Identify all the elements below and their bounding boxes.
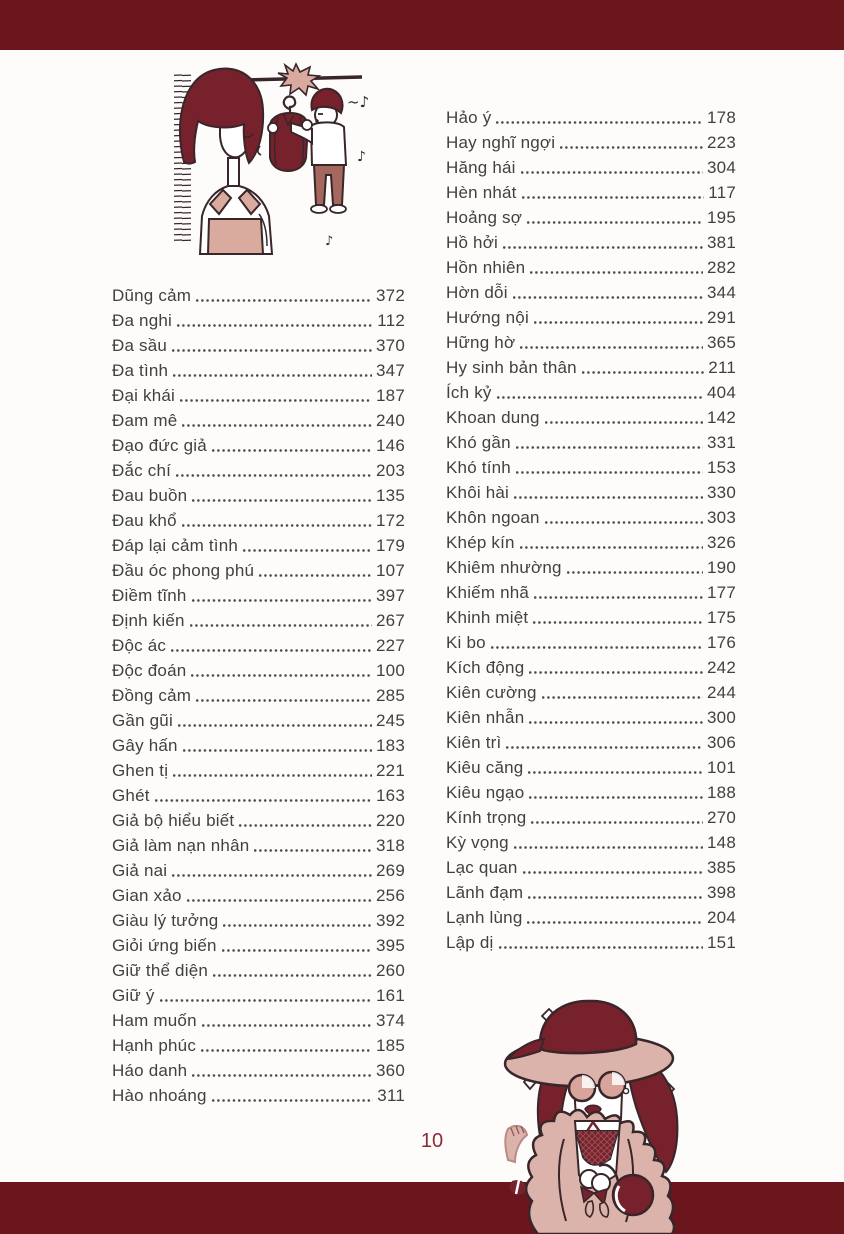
toc-entry-label: Độc ác [112,635,167,655]
toc-entry-page: 117 [708,182,736,202]
toc-entry-label: Khinh miệt [446,607,529,627]
toc-entry-page: 330 [707,482,736,502]
toc-entry [112,833,405,858]
toc-entry-page: 256 [376,885,405,905]
toc-leader-dots [516,471,703,474]
toc-entry-label: Khép kín [446,532,515,552]
toc-entry [446,130,736,155]
toc-leader-dots [192,1074,372,1077]
toc-entry-label: Kiêu căng [446,757,524,777]
toc-entry-page: 381 [707,232,736,252]
toc-entry [112,958,405,983]
toc-entry-page: 227 [376,635,405,655]
toc-entry [112,883,405,908]
bottom-border-bar [0,1182,844,1234]
toc-leader-dots [223,924,372,927]
toc-leader-dots [491,646,703,649]
toc-entry-label: Hay nghĩ ngợi [446,132,556,152]
toc-entry [446,755,736,780]
toc-entry-page: 151 [707,932,736,952]
toc-entry-label: Đau khổ [112,510,177,530]
toc-entry [112,408,405,433]
svg-text:~♪: ~♪ [347,93,370,111]
toc-entry [446,355,736,380]
toc-entry [446,630,736,655]
toc-leader-dots [528,896,703,899]
toc-entry-label: Hạnh phúc [112,1035,197,1055]
toc-entry-label: Giàu lý tưởng [112,910,219,930]
toc-entry-label: Giữ thể diện [112,960,208,980]
toc-entry-page: 101 [707,757,736,777]
toc-leader-dots [171,649,372,652]
toc-entry-page: 291 [707,307,736,327]
toc-entry-label: Định kiến [112,610,185,630]
toc-entry-label: Lạnh lùng [446,907,523,927]
toc-entry-label: Đa sầu [112,335,168,355]
toc-leader-dots [196,299,372,302]
toc-entry-label: Giỏi ứng biến [112,935,217,955]
toc-leader-dots [187,899,372,902]
toc-entry-page: 270 [707,807,736,827]
toc-leader-dots [212,449,372,452]
toc-entry-page: 177 [707,582,736,602]
toc-entry [112,658,405,683]
illustration-fashion-woman-icon [478,989,693,1234]
toc-entry-page: 223 [707,132,736,152]
toc-leader-dots [180,399,372,402]
toc-entry [446,830,736,855]
toc-entry [446,205,736,230]
illustration-girl-boy-hanging-jacket-icon [166,62,436,282]
toc-entry [446,230,736,255]
toc-entry [112,758,405,783]
toc-entry [446,480,736,505]
toc-leader-dots [178,724,372,727]
svg-text:♪: ♪ [325,234,334,249]
toc-leader-dots [172,874,372,877]
toc-entry-page: 347 [376,360,405,380]
toc-entry-label: Giả bộ hiểu biết [112,810,235,830]
toc-entry [112,1033,405,1058]
toc-leader-dots [531,821,703,824]
toc-leader-dots [182,524,372,527]
toc-entry-page: 397 [376,585,405,605]
toc-entry-label: Hảo ý [446,107,492,127]
toc-entry-page: 195 [707,207,736,227]
toc-entry [446,680,736,705]
toc-entry-page: 179 [376,535,405,555]
top-border-bar [0,0,844,50]
toc-entry-page: 300 [707,707,736,727]
toc-leader-dots [499,946,704,949]
toc-leader-dots [202,1024,372,1027]
toc-entry [446,655,736,680]
toc-entry-page: 344 [707,282,736,302]
toc-entry-label: Kiên trì [446,732,502,752]
toc-entry [112,383,405,408]
toc-leader-dots [527,221,703,224]
toc-entry-page: 203 [376,460,405,480]
toc-entry-label: Ham muốn [112,1010,197,1030]
toc-entry [112,608,405,633]
toc-entry-label: Kích động [446,657,525,677]
toc-entry-page: 326 [707,532,736,552]
toc-entry [446,505,736,530]
toc-leader-dots [173,774,372,777]
toc-leader-dots [582,371,705,374]
toc-leader-dots [192,499,372,502]
toc-entry [112,583,405,608]
toc-entry [446,705,736,730]
toc-entry-page: 100 [376,660,405,680]
toc-entry-label: Đồng cảm [112,685,192,705]
toc-leader-dots [567,571,703,574]
toc-entry [112,708,405,733]
toc-leader-dots [520,346,703,349]
toc-leader-dots [160,999,372,1002]
toc-entry-page: 204 [707,907,736,927]
toc-entry-page: 360 [376,1060,405,1080]
toc-entry-page: 267 [376,610,405,630]
toc-entry-page: 392 [376,910,405,930]
toc-entry-page: 172 [376,510,405,530]
toc-entry [112,1058,405,1083]
toc-leader-dots [196,699,372,702]
toc-entry-label: Kỳ vọng [446,832,509,852]
toc-leader-dots [528,771,703,774]
toc-leader-dots [192,599,372,602]
toc-leader-dots [534,321,703,324]
toc-leader-dots [191,674,372,677]
toc-entry-page: 220 [376,810,405,830]
toc-entry [112,433,405,458]
toc-entry-page: 161 [376,985,405,1005]
toc-entry-label: Khiêm nhường [446,557,562,577]
toc-entry-page: 211 [708,357,736,377]
toc-leader-dots [243,549,372,552]
toc-leader-dots [222,949,372,952]
toc-entry [446,405,736,430]
toc-entry [446,905,736,930]
toc-entry [112,933,405,958]
toc-entry-label: Kiêu ngạo [446,782,525,802]
toc-entry-label: Giữ ý [112,985,155,1005]
toc-entry [446,530,736,555]
toc-entry-page: 146 [376,435,405,455]
toc-entry-page: 176 [707,632,736,652]
toc-leader-dots [239,824,372,827]
toc-entry-label: Khoan dung [446,407,540,427]
toc-leader-dots [545,421,703,424]
toc-entry-label: Khó gần [446,432,511,452]
toc-entry-page: 221 [376,760,405,780]
toc-entry [112,283,405,308]
toc-entry-label: Khiếm nhã [446,582,530,602]
toc-entry [446,930,736,955]
toc-entry-page: 269 [376,860,405,880]
toc-entry [446,455,736,480]
toc-leader-dots [520,546,703,549]
toc-entry-label: Đại khái [112,385,176,405]
toc-leader-dots [533,621,703,624]
toc-entry [446,730,736,755]
toc-entry-page: 304 [707,157,736,177]
toc-entry-label: Kính trọng [446,807,527,827]
toc-entry-label: Háo danh [112,1060,188,1080]
toc-entry [446,280,736,305]
toc-entry-page: 107 [376,560,405,580]
toc-entry [112,858,405,883]
toc-entry-label: Gây hấn [112,735,178,755]
toc-leader-dots [514,846,703,849]
toc-entry-page: 112 [377,310,405,330]
toc-entry [446,880,736,905]
toc-entry [446,155,736,180]
toc-entry-label: Ghen tị [112,760,169,780]
toc-entry [112,908,405,933]
toc-entry-page: 370 [376,335,405,355]
toc-entry-page: 365 [707,332,736,352]
toc-entry [112,733,405,758]
toc-leader-dots [529,796,703,799]
toc-entry-label: Khôi hài [446,482,510,502]
toc-entry-label: Hờn dỗi [446,282,508,302]
toc-entry [446,580,736,605]
toc-entry-label: Ích kỷ [446,382,492,402]
toc-leader-dots [506,746,703,749]
toc-entry-label: Hèn nhát [446,182,517,202]
toc-entry-page: 395 [376,935,405,955]
toc-leader-dots [496,121,703,124]
toc-entry-page: 372 [376,285,405,305]
toc-leader-dots [503,246,703,249]
toc-entry-label: Khó tính [446,457,511,477]
toc-leader-dots [190,624,372,627]
toc-entry [112,558,405,583]
toc-column-right [446,105,736,955]
toc-leader-dots [177,324,373,327]
toc-entry-label: Lập dị [446,932,494,952]
toc-entry-page: 404 [707,382,736,402]
toc-entry-label: Hoảng sợ [446,207,523,227]
toc-entry [446,105,736,130]
toc-entry [112,358,405,383]
toc-entry-label: Độc đoán [112,660,187,680]
toc-entry-page: 260 [376,960,405,980]
toc-entry-label: Hy sinh bản thân [446,357,577,377]
toc-leader-dots [213,974,372,977]
toc-entry [446,180,736,205]
toc-entry-label: Đáp lại cảm tình [112,535,239,555]
toc-leader-dots [530,271,703,274]
toc-entry-page: 183 [376,735,405,755]
toc-leader-dots [497,396,703,399]
toc-column-left [112,283,405,1108]
toc-entry-page: 240 [376,410,405,430]
toc-leader-dots [176,474,372,477]
toc-entry-label: Hăng hái [446,157,516,177]
toc-entry-label: Lãnh đạm [446,882,524,902]
toc-leader-dots [523,871,703,874]
toc-entry-page: 135 [376,485,405,505]
toc-leader-dots [201,1049,372,1052]
toc-leader-dots [172,349,372,352]
toc-entry-label: Lạc quan [446,857,518,877]
toc-entry [446,605,736,630]
toc-entry-page: 282 [707,257,736,277]
toc-entry-page: 185 [376,1035,405,1055]
toc-entry [446,430,736,455]
toc-entry-label: Điềm tĩnh [112,585,187,605]
toc-entry-page: 188 [707,782,736,802]
toc-entry-label: Đa tình [112,360,169,380]
toc-leader-dots [534,596,703,599]
toc-entry-page: 285 [376,685,405,705]
toc-leader-dots [212,1099,374,1102]
toc-entry [112,308,405,333]
toc-entry-page: 178 [707,107,736,127]
toc-leader-dots [259,574,372,577]
toc-entry-page: 398 [707,882,736,902]
toc-leader-dots [513,296,703,299]
toc-entry-label: Đa nghi [112,310,172,330]
toc-leader-dots [522,196,705,199]
toc-leader-dots [173,374,372,377]
toc-entry-label: Giả nai [112,860,168,880]
toc-entry-page: 318 [376,835,405,855]
toc-entry [112,483,405,508]
toc-entry-page: 148 [707,832,736,852]
toc-entry-label: Hồn nhiên [446,257,526,277]
toc-entry-label: Khôn ngoan [446,507,540,527]
toc-entry-label: Đắc chí [112,460,172,480]
toc-leader-dots [254,849,372,852]
page-number: 10 [420,1130,444,1152]
toc-leader-dots [516,446,703,449]
toc-leader-dots [527,921,703,924]
toc-leader-dots [529,671,703,674]
toc-entry-page: 331 [707,432,736,452]
toc-entry [446,780,736,805]
toc-entry-label: Hồ hởi [446,232,499,252]
toc-entry [112,458,405,483]
toc-entry [112,1008,405,1033]
toc-entry [112,808,405,833]
toc-entry-page: 153 [707,457,736,477]
toc-entry [112,508,405,533]
toc-entry-label: Ghét [112,785,150,805]
svg-text:♪: ♪ [357,149,366,165]
toc-entry [112,1083,405,1108]
toc-entry-page: 163 [376,785,405,805]
toc-entry [446,330,736,355]
toc-entry-page: 244 [707,682,736,702]
toc-entry-label: Gian xảo [112,885,182,905]
toc-entry-page: 187 [376,385,405,405]
toc-entry [112,983,405,1008]
toc-entry-label: Dũng cảm [112,285,192,305]
toc-entry [112,333,405,358]
toc-leader-dots [529,721,703,724]
toc-entry-page: 142 [707,407,736,427]
toc-entry-page: 303 [707,507,736,527]
toc-entry-label: Đầu óc phong phú [112,560,255,580]
toc-leader-dots [545,521,703,524]
toc-leader-dots [183,749,372,752]
toc-entry [112,533,405,558]
toc-entry [446,855,736,880]
toc-entry-label: Kiên nhẫn [446,707,525,727]
toc-entry-label: Kiên cường [446,682,537,702]
toc-entry [112,633,405,658]
toc-entry-label: Gần gũi [112,710,173,730]
toc-entry-page: 385 [707,857,736,877]
toc-entry [446,805,736,830]
toc-entry-label: Đam mê [112,410,178,430]
toc-leader-dots [155,799,372,802]
toc-leader-dots [182,424,372,427]
toc-entry-label: Ki bo [446,632,486,652]
toc-leader-dots [542,696,703,699]
toc-entry [112,683,405,708]
toc-entry-page: 242 [707,657,736,677]
toc-entry-page: 311 [377,1085,405,1105]
toc-entry-page: 374 [376,1010,405,1030]
toc-entry [446,255,736,280]
toc-entry [446,555,736,580]
toc-entry-label: Hào nhoáng [112,1085,207,1105]
toc-leader-dots [514,496,703,499]
toc-entry-label: Hướng nội [446,307,529,327]
toc-entry-label: Đau buồn [112,485,188,505]
toc-entry [446,380,736,405]
toc-entry-label: Hững hờ [446,332,516,352]
toc-entry-page: 175 [707,607,736,627]
toc-entry [112,783,405,808]
toc-entry-label: Giả làm nạn nhân [112,835,250,855]
toc-leader-dots [521,171,703,174]
toc-leader-dots [560,146,703,149]
toc-entry-label: Đạo đức giả [112,435,207,455]
toc-entry [446,305,736,330]
toc-entry-page: 306 [707,732,736,752]
toc-entry-page: 245 [376,710,405,730]
toc-entry-page: 190 [707,557,736,577]
